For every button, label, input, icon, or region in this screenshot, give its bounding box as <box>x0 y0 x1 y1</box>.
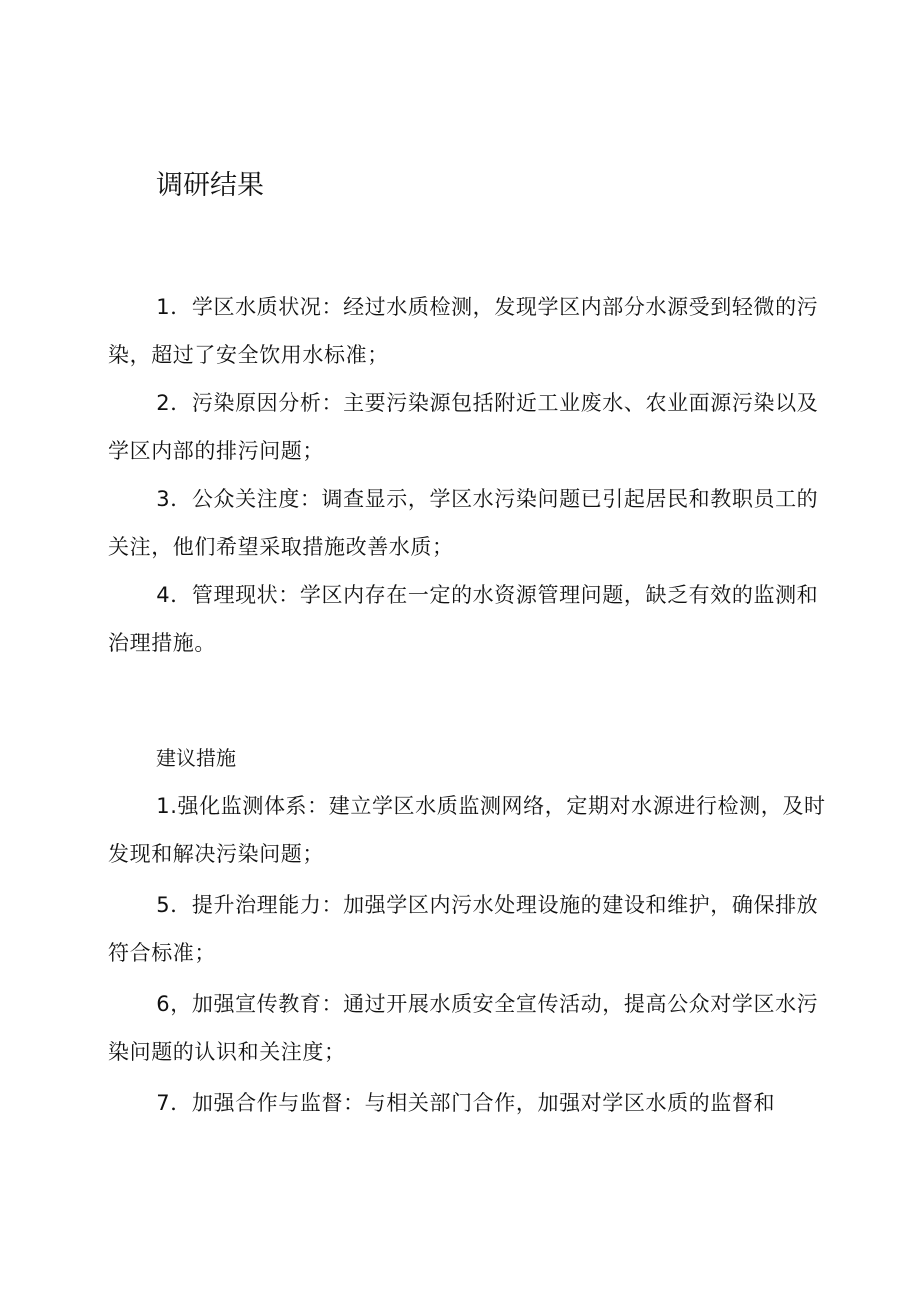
result-item-1-number: 1 <box>156 295 171 319</box>
measure-item-5 <box>108 881 828 977</box>
result-item-3-number: 3 <box>156 487 171 511</box>
result-item-4-number: 4 <box>156 583 171 607</box>
measure-item-7-number: 7 <box>156 1091 171 1115</box>
result-item-2 <box>108 379 828 475</box>
result-item-1-text: ．学区水质状况：经过水质检测，发现学区内部分水源受到轻微的污染，超过了安全饮用水标准； <box>108 295 819 367</box>
measure-item-7-text: ．加强合作与监督：与相关部门合作，加强对学区水质的监督和 <box>170 1091 776 1115</box>
measure-item-6-number: 6 <box>156 992 171 1016</box>
section-subheading: 建议措施 <box>156 746 236 770</box>
result-item-2-text: ．污染原因分析：主要污染源包括附近工业废水、农业面源污染以及学区内部的排污问题； <box>108 391 819 463</box>
measure-item-1 <box>108 782 828 878</box>
result-item-3 <box>108 475 828 571</box>
measure-item-1-text: 强化监测体系：建立学区水质监测网络，定期对水源进行检测，及时发现和解决污染问题； <box>108 794 826 866</box>
result-item-1 <box>108 283 828 379</box>
measure-item-1-number: 1. <box>156 794 178 818</box>
result-item-2-number: 2 <box>156 391 171 415</box>
page-title: 调研结果 <box>156 170 264 201</box>
measure-item-5-text: ．提升治理能力：加强学区内污水处理设施的建设和维护，确保排放符合标准； <box>108 893 819 965</box>
result-item-4-text: ．管理现状：学区内存在一定的水资源管理问题，缺乏有效的监测和治理措施。 <box>108 583 819 655</box>
measure-item-6-text: ，加强宣传教育：通过开展水质安全宣传活动，提高公众对学区水污染问题的认识和关注度； <box>108 992 819 1064</box>
measure-item-7 <box>108 1079 828 1127</box>
result-item-4 <box>108 571 828 667</box>
measure-item-6 <box>108 980 828 1076</box>
measure-item-5-number: 5 <box>156 893 171 917</box>
result-item-3-text: ．公众关注度：调查显示，学区水污染问题已引起居民和教职员工的关注，他们希望采取措施改善水质； <box>108 487 819 559</box>
